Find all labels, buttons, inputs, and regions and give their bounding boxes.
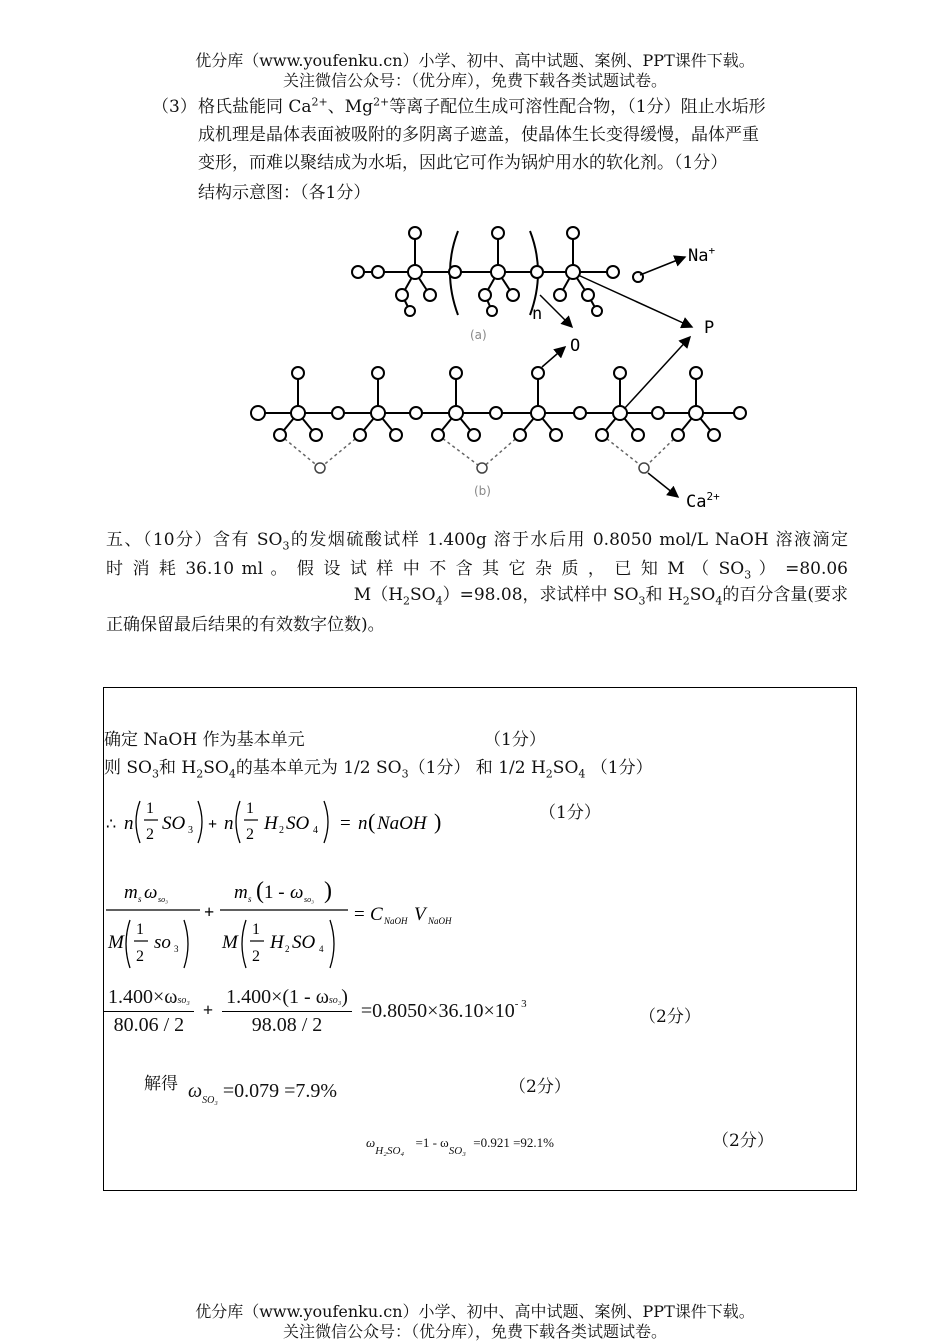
svg-text:2: 2 — [252, 948, 260, 965]
equation-2 — [104, 868, 484, 978]
svg-text:2: 2 — [136, 948, 144, 965]
result-h2so4-points: （2分） — [712, 1131, 774, 1151]
svg-text:1: 1 — [252, 921, 260, 938]
part3-line-2: 成机理是晶体表面被吸附的多阴离子遮盖，使晶体生长变得缓慢，晶体严重 — [198, 125, 759, 145]
equation-1-points: （1分） — [539, 803, 601, 823]
svg-text:NaOH: NaOH — [428, 916, 452, 926]
svg-text:=: = — [354, 904, 365, 925]
label-ca: $Ca^{2+}$ — [686, 490, 720, 512]
svg-text:M: M — [108, 932, 124, 953]
part3-line-3: 变形，而难以聚结成为水垢，因此它可作为锅炉用水的软化剂。（1分） — [198, 153, 728, 173]
svg-text:=: = — [340, 813, 351, 834]
label-na: Na+ — [688, 244, 716, 266]
svg-text:n: n — [124, 813, 134, 834]
eq3-fraction-2: $\frac{\text{1.400×(1 - ωso₃)}}{98.08 / 2}$ — [222, 986, 352, 1037]
svg-text:so₃: so₃ — [304, 895, 314, 904]
solution-line-1-points: （1分） — [484, 730, 546, 750]
svg-text:1 -: 1 - — [264, 882, 285, 903]
svg-text:(: ( — [368, 809, 376, 834]
svg-text:s: s — [138, 894, 142, 904]
svg-text:n: n — [224, 813, 234, 834]
equation-1 — [104, 791, 464, 853]
footer-line-2: 关注微信公众号：（优分库），免费下载各类试题试卷。 — [282, 1322, 667, 1341]
svg-text:2: 2 — [246, 826, 254, 843]
problem5-line-3: $M(H_2SO_4)=98.08$，求试样中 $SO_3$和 $H_2SO_4$的百分含量(要求 — [353, 585, 848, 608]
svg-text:n: n — [358, 813, 368, 834]
part3-line-4: 结构示意图：（各1分） — [198, 183, 371, 203]
svg-text:2: 2 — [146, 826, 154, 843]
equation-3: $\frac{\text{1.400×ωso₃}}{80.06 / 2}$ + $\frac{\text{1.400×(1 - ωso₃)}}{98.08 / 2}$ $=0.8050\times 36.10\times 10^{- 3}$ — [104, 986, 527, 1037]
svg-text:1: 1 — [136, 921, 144, 938]
svg-text:SO: SO — [292, 932, 316, 953]
header-line-2: 关注微信公众号：（优分库），免费下载各类试题试卷。 — [282, 71, 667, 90]
svg-text:so₃: so₃ — [158, 895, 168, 904]
svg-text:3: 3 — [174, 944, 179, 954]
svg-text:1: 1 — [246, 800, 254, 817]
svg-text:m: m — [124, 882, 138, 903]
svg-text:so: so — [154, 932, 171, 953]
result-so3: $\omega_{SO_3} =0.079 =7.9\%$ — [188, 1080, 338, 1106]
problem5-line-1: 五、（10分）含有 $SO_3$的发烟硫酸试样 1.400g 溶于水后用 0.8050 mol/L NaOH 溶液滴定 — [106, 530, 848, 553]
svg-text:NaOH: NaOH — [384, 916, 408, 926]
label-a: (a) — [470, 328, 487, 342]
header-line-1: 优分库（www.youfenku.cn）小学、初中、高中试题、案例、PPT课件下载。 — [195, 51, 755, 70]
solution-line-2: 则 $SO_3$和 $H_2SO_4$的基本单元为 1/2 $SO_3(1$分） 和 1/2 $H_2SO_4$ （1分） — [104, 758, 653, 781]
svg-text:M: M — [222, 932, 238, 953]
solve-label: 解得 — [144, 1074, 178, 1094]
part3-number: （3） — [152, 97, 197, 117]
svg-text:ω: ω — [144, 882, 158, 903]
svg-text:H: H — [270, 932, 284, 953]
svg-text:2: 2 — [285, 944, 290, 954]
svg-text:): ) — [324, 878, 332, 904]
svg-text:H: H — [264, 813, 278, 834]
svg-text:m: m — [234, 882, 248, 903]
label-p: P — [704, 318, 715, 338]
label-o: O — [570, 336, 581, 356]
structure-diagram — [240, 215, 760, 515]
label-n: n — [532, 304, 543, 324]
svg-text:4: 4 — [319, 944, 324, 954]
equation-3-points: （2分） — [639, 1007, 701, 1027]
svg-text:SO: SO — [162, 813, 186, 834]
svg-text:4: 4 — [313, 825, 318, 836]
result-h2so4: $\omega_{H_2SO_4} =1 - \omega_{SO_3} =0.921 =92.1\%$ — [366, 1135, 554, 1157]
eq3-fraction-1: $\frac{\text{1.400×ωso₃}}{80.06 / 2}$ — [104, 986, 194, 1037]
label-b: (b) — [474, 484, 491, 498]
part3-line-1: 格氏盐能同 $Ca^{2+}$、$Mg^{2+}$等离子配位生成可溶性配合物，（1分）阻止水垢形 — [198, 95, 766, 117]
solution-line-1: 确定 NaOH 作为基本单元 — [104, 730, 305, 750]
svg-text:2: 2 — [279, 825, 284, 836]
svg-text:C: C — [370, 904, 383, 925]
svg-text:V: V — [414, 904, 426, 925]
svg-text:): ) — [434, 809, 442, 834]
solution-box — [103, 687, 857, 1191]
svg-text:SO: SO — [286, 813, 310, 834]
svg-text:1: 1 — [146, 800, 154, 817]
problem5-line-2: 时 消 耗 36.10 ml 。 假 设 试 样 中 不 含 其 它 杂 质 ， 已 知 M （ $SO_3$ ） =80.06 — [106, 559, 848, 582]
svg-text:3: 3 — [188, 825, 193, 836]
svg-text:NaOH: NaOH — [377, 813, 427, 834]
problem5-line-4: 正确保留最后结果的有效数字位数)。 — [106, 615, 385, 635]
svg-text:(: ( — [256, 878, 264, 904]
svg-text:ω: ω — [290, 882, 304, 903]
svg-text:+: + — [204, 902, 215, 922]
result-so3-points: （2分） — [509, 1077, 571, 1097]
svg-text:∴: ∴ — [106, 816, 117, 833]
svg-text:s: s — [248, 894, 252, 904]
svg-text:+: + — [208, 816, 218, 833]
footer-line-1: 优分库（www.youfenku.cn）小学、初中、高中试题、案例、PPT课件下载。 — [195, 1302, 755, 1321]
